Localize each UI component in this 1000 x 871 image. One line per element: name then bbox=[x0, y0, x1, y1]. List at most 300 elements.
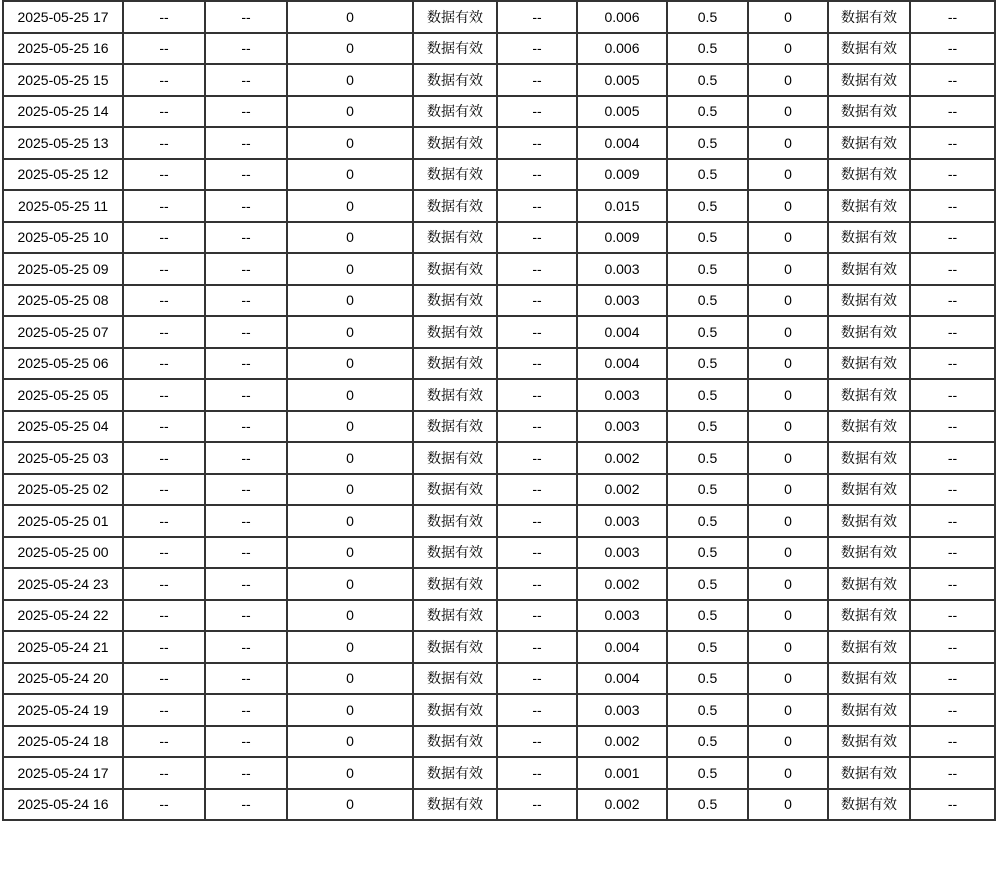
table-cell: -- bbox=[123, 1, 205, 33]
table-cell: -- bbox=[123, 222, 205, 254]
table-cell: 数据有效 bbox=[828, 253, 910, 285]
table-cell: 0.5 bbox=[667, 537, 748, 569]
table-cell: 0.5 bbox=[667, 663, 748, 695]
table-cell: 数据有效 bbox=[828, 190, 910, 222]
table-cell: -- bbox=[910, 316, 995, 348]
table-cell: -- bbox=[910, 190, 995, 222]
table-cell: 0 bbox=[287, 316, 413, 348]
table-cell: 数据有效 bbox=[413, 726, 497, 758]
table-cell: 0 bbox=[287, 96, 413, 128]
table-cell: -- bbox=[205, 694, 287, 726]
table-cell: 0 bbox=[748, 442, 828, 474]
timestamp-cell: 2025-05-24 21 bbox=[3, 631, 123, 663]
table-cell: 数据有效 bbox=[828, 474, 910, 506]
table-cell: 0.003 bbox=[577, 537, 667, 569]
table-row bbox=[3, 64, 995, 96]
table-cell: 0.002 bbox=[577, 726, 667, 758]
table-cell: 0 bbox=[287, 631, 413, 663]
table-cell: 0.002 bbox=[577, 442, 667, 474]
table-cell: -- bbox=[497, 726, 577, 758]
table-cell: 数据有效 bbox=[828, 96, 910, 128]
table-cell: 数据有效 bbox=[828, 442, 910, 474]
table-cell: -- bbox=[910, 253, 995, 285]
table-row bbox=[3, 663, 995, 695]
table-cell: 0.5 bbox=[667, 159, 748, 191]
table-cell: -- bbox=[497, 222, 577, 254]
table-cell: 0.003 bbox=[577, 694, 667, 726]
table-cell: 数据有效 bbox=[828, 33, 910, 65]
table-row bbox=[3, 631, 995, 663]
table-cell: -- bbox=[910, 1, 995, 33]
table-cell: 数据有效 bbox=[413, 411, 497, 443]
table-cell: 0.015 bbox=[577, 190, 667, 222]
table-cell: 0.5 bbox=[667, 411, 748, 443]
table-cell: -- bbox=[205, 253, 287, 285]
table-cell: -- bbox=[205, 285, 287, 317]
table-cell: -- bbox=[205, 222, 287, 254]
table-cell: -- bbox=[497, 505, 577, 537]
table-cell: 0 bbox=[287, 600, 413, 632]
table-cell: -- bbox=[205, 96, 287, 128]
table-cell: 0 bbox=[748, 64, 828, 96]
table-cell: -- bbox=[910, 285, 995, 317]
table-cell: -- bbox=[910, 757, 995, 789]
table-cell: -- bbox=[497, 568, 577, 600]
table-cell: 0.5 bbox=[667, 285, 748, 317]
table-row bbox=[3, 505, 995, 537]
table-cell: -- bbox=[205, 159, 287, 191]
table-row bbox=[3, 568, 995, 600]
table-row bbox=[3, 474, 995, 506]
table-cell: -- bbox=[910, 694, 995, 726]
table-cell: 0 bbox=[748, 253, 828, 285]
table-cell: -- bbox=[205, 411, 287, 443]
table-row bbox=[3, 757, 995, 789]
table-cell: 数据有效 bbox=[413, 33, 497, 65]
table-row bbox=[3, 253, 995, 285]
table-cell: 0.5 bbox=[667, 348, 748, 380]
table-row bbox=[3, 442, 995, 474]
table-cell: -- bbox=[910, 222, 995, 254]
table-cell: 0 bbox=[748, 631, 828, 663]
table-cell: 0.5 bbox=[667, 1, 748, 33]
table-cell: -- bbox=[497, 789, 577, 821]
table-cell: 数据有效 bbox=[828, 600, 910, 632]
table-cell: 0 bbox=[287, 757, 413, 789]
table-row bbox=[3, 316, 995, 348]
table-cell: 0 bbox=[287, 159, 413, 191]
table-cell: 0.002 bbox=[577, 474, 667, 506]
table-cell: 0 bbox=[287, 253, 413, 285]
table-cell: 0 bbox=[287, 379, 413, 411]
table-cell: 数据有效 bbox=[828, 159, 910, 191]
table-cell: 0.5 bbox=[667, 253, 748, 285]
table-cell: 数据有效 bbox=[413, 789, 497, 821]
table-cell: 数据有效 bbox=[413, 316, 497, 348]
table-cell: 0.001 bbox=[577, 757, 667, 789]
table-cell: -- bbox=[205, 379, 287, 411]
timestamp-cell: 2025-05-25 17 bbox=[3, 1, 123, 33]
table-cell: 数据有效 bbox=[413, 631, 497, 663]
table-cell: -- bbox=[910, 631, 995, 663]
table-cell: 数据有效 bbox=[413, 285, 497, 317]
timestamp-cell: 2025-05-24 23 bbox=[3, 568, 123, 600]
table-cell: 0 bbox=[748, 474, 828, 506]
table-cell: -- bbox=[123, 442, 205, 474]
table-cell: -- bbox=[497, 285, 577, 317]
table-cell: -- bbox=[497, 537, 577, 569]
table-cell: -- bbox=[205, 537, 287, 569]
table-cell: 0 bbox=[287, 442, 413, 474]
table-cell: 数据有效 bbox=[828, 505, 910, 537]
timestamp-cell: 2025-05-25 01 bbox=[3, 505, 123, 537]
table-row bbox=[3, 694, 995, 726]
table-cell: 0 bbox=[748, 285, 828, 317]
table-cell: 0 bbox=[748, 96, 828, 128]
timestamp-cell: 2025-05-25 02 bbox=[3, 474, 123, 506]
table-cell: 0.004 bbox=[577, 663, 667, 695]
table-row bbox=[3, 222, 995, 254]
table-cell: 0 bbox=[748, 757, 828, 789]
table-cell: -- bbox=[497, 348, 577, 380]
table-cell: -- bbox=[497, 64, 577, 96]
table-cell: 0.009 bbox=[577, 222, 667, 254]
table-cell: -- bbox=[910, 726, 995, 758]
table-cell: 0.002 bbox=[577, 789, 667, 821]
table-cell: 0.003 bbox=[577, 600, 667, 632]
table-cell: 0 bbox=[287, 726, 413, 758]
table-body bbox=[3, 1, 995, 820]
table-cell: -- bbox=[910, 33, 995, 65]
table-cell: -- bbox=[205, 33, 287, 65]
table-cell: -- bbox=[497, 159, 577, 191]
table-cell: -- bbox=[123, 127, 205, 159]
table-cell: 数据有效 bbox=[413, 442, 497, 474]
table-cell: -- bbox=[910, 474, 995, 506]
table-cell: -- bbox=[205, 726, 287, 758]
table-cell: 0.003 bbox=[577, 505, 667, 537]
table-cell: 数据有效 bbox=[828, 127, 910, 159]
table-cell: -- bbox=[205, 663, 287, 695]
table-cell: 数据有效 bbox=[828, 348, 910, 380]
table-cell: -- bbox=[123, 568, 205, 600]
timestamp-cell: 2025-05-25 10 bbox=[3, 222, 123, 254]
table-cell: 0.004 bbox=[577, 631, 667, 663]
table-cell: 0.5 bbox=[667, 190, 748, 222]
table-cell: 0.5 bbox=[667, 568, 748, 600]
timestamp-cell: 2025-05-25 12 bbox=[3, 159, 123, 191]
table-cell: 0 bbox=[748, 537, 828, 569]
table-cell: -- bbox=[497, 316, 577, 348]
table-cell: 0.006 bbox=[577, 33, 667, 65]
table-cell: 0 bbox=[748, 222, 828, 254]
table-cell: 0 bbox=[287, 411, 413, 443]
table-cell: -- bbox=[497, 1, 577, 33]
table-cell: 数据有效 bbox=[413, 64, 497, 96]
table-cell: 0.5 bbox=[667, 694, 748, 726]
table-cell: 0 bbox=[748, 663, 828, 695]
table-cell: 0.006 bbox=[577, 1, 667, 33]
table-cell: 0 bbox=[748, 726, 828, 758]
table-cell: -- bbox=[910, 348, 995, 380]
table-cell: 0.002 bbox=[577, 568, 667, 600]
table-cell: 0 bbox=[748, 789, 828, 821]
table-cell: -- bbox=[910, 568, 995, 600]
table-cell: 0 bbox=[748, 33, 828, 65]
table-cell: 0.5 bbox=[667, 127, 748, 159]
table-cell: -- bbox=[205, 442, 287, 474]
table-cell: 0 bbox=[287, 33, 413, 65]
table-cell: 0 bbox=[287, 190, 413, 222]
table-cell: 0.009 bbox=[577, 159, 667, 191]
timestamp-cell: 2025-05-25 03 bbox=[3, 442, 123, 474]
table-cell: 0 bbox=[287, 127, 413, 159]
table-cell: -- bbox=[205, 64, 287, 96]
timestamp-cell: 2025-05-25 07 bbox=[3, 316, 123, 348]
table-cell: 0.5 bbox=[667, 789, 748, 821]
table-cell: 0 bbox=[748, 568, 828, 600]
timestamp-cell: 2025-05-25 16 bbox=[3, 33, 123, 65]
table-cell: -- bbox=[497, 379, 577, 411]
table-cell: -- bbox=[497, 694, 577, 726]
table-cell: 数据有效 bbox=[828, 285, 910, 317]
table-cell: 0.5 bbox=[667, 631, 748, 663]
table-cell: -- bbox=[123, 285, 205, 317]
table-cell: 数据有效 bbox=[828, 694, 910, 726]
table-cell: 0.5 bbox=[667, 442, 748, 474]
table-cell: 数据有效 bbox=[413, 127, 497, 159]
table-cell: 数据有效 bbox=[413, 348, 497, 380]
table-row bbox=[3, 33, 995, 65]
table-cell: 0.003 bbox=[577, 379, 667, 411]
data-table bbox=[2, 0, 996, 821]
table-cell: 0 bbox=[287, 694, 413, 726]
table-cell: 数据有效 bbox=[828, 537, 910, 569]
table-cell: -- bbox=[205, 789, 287, 821]
table-cell: -- bbox=[123, 96, 205, 128]
table-cell: 数据有效 bbox=[413, 379, 497, 411]
table-cell: -- bbox=[123, 64, 205, 96]
table-cell: 0.5 bbox=[667, 505, 748, 537]
table-cell: -- bbox=[205, 127, 287, 159]
table-cell: 0.5 bbox=[667, 379, 748, 411]
table-cell: 0 bbox=[287, 474, 413, 506]
table-cell: 数据有效 bbox=[413, 600, 497, 632]
table-cell: 数据有效 bbox=[413, 568, 497, 600]
table-cell: -- bbox=[205, 505, 287, 537]
table-cell: -- bbox=[910, 537, 995, 569]
table-cell: 0 bbox=[748, 411, 828, 443]
table-cell: 0.5 bbox=[667, 33, 748, 65]
timestamp-cell: 2025-05-25 00 bbox=[3, 537, 123, 569]
table-cell: 数据有效 bbox=[828, 379, 910, 411]
table-cell: 0 bbox=[748, 379, 828, 411]
table-cell: 0 bbox=[748, 600, 828, 632]
table-cell: 0 bbox=[287, 789, 413, 821]
table-cell: 数据有效 bbox=[828, 64, 910, 96]
table-cell: 数据有效 bbox=[413, 190, 497, 222]
table-cell: 数据有效 bbox=[828, 568, 910, 600]
table-cell: -- bbox=[205, 348, 287, 380]
table-row bbox=[3, 348, 995, 380]
table-cell: -- bbox=[497, 631, 577, 663]
timestamp-cell: 2025-05-24 18 bbox=[3, 726, 123, 758]
table-cell: -- bbox=[123, 726, 205, 758]
table-cell: -- bbox=[910, 789, 995, 821]
timestamp-cell: 2025-05-25 09 bbox=[3, 253, 123, 285]
table-cell: -- bbox=[123, 159, 205, 191]
table-cell: 0.5 bbox=[667, 222, 748, 254]
table-cell: 0 bbox=[287, 505, 413, 537]
table-cell: 0.005 bbox=[577, 96, 667, 128]
table-cell: -- bbox=[205, 316, 287, 348]
table-cell: 0.005 bbox=[577, 64, 667, 96]
table-cell: -- bbox=[123, 694, 205, 726]
table-cell: 0 bbox=[748, 316, 828, 348]
table-cell: -- bbox=[497, 442, 577, 474]
timestamp-cell: 2025-05-25 06 bbox=[3, 348, 123, 380]
table-cell: 数据有效 bbox=[413, 663, 497, 695]
table-cell: 0 bbox=[748, 505, 828, 537]
table-cell: -- bbox=[910, 442, 995, 474]
table-cell: -- bbox=[205, 1, 287, 33]
table-cell: 0 bbox=[287, 663, 413, 695]
table-cell: 0.003 bbox=[577, 253, 667, 285]
timestamp-cell: 2025-05-24 22 bbox=[3, 600, 123, 632]
timestamp-cell: 2025-05-25 04 bbox=[3, 411, 123, 443]
timestamp-cell: 2025-05-24 17 bbox=[3, 757, 123, 789]
table-cell: 0 bbox=[748, 348, 828, 380]
table-cell: 数据有效 bbox=[828, 631, 910, 663]
table-cell: -- bbox=[497, 411, 577, 443]
table-cell: 数据有效 bbox=[828, 411, 910, 443]
table-cell: -- bbox=[910, 96, 995, 128]
table-cell: -- bbox=[123, 253, 205, 285]
table-cell: 数据有效 bbox=[828, 789, 910, 821]
table-cell: -- bbox=[205, 631, 287, 663]
table-cell: 数据有效 bbox=[828, 757, 910, 789]
table-cell: 0 bbox=[748, 190, 828, 222]
timestamp-cell: 2025-05-24 20 bbox=[3, 663, 123, 695]
table-cell: -- bbox=[910, 663, 995, 695]
table-cell: 数据有效 bbox=[828, 663, 910, 695]
table-cell: 数据有效 bbox=[413, 505, 497, 537]
table-cell: -- bbox=[497, 127, 577, 159]
table-cell: 0 bbox=[287, 64, 413, 96]
table-cell: -- bbox=[910, 159, 995, 191]
table-cell: 0 bbox=[287, 568, 413, 600]
table-row bbox=[3, 285, 995, 317]
table-row bbox=[3, 127, 995, 159]
table-cell: -- bbox=[123, 789, 205, 821]
table-row bbox=[3, 1, 995, 33]
table-cell: 数据有效 bbox=[828, 1, 910, 33]
table-cell: -- bbox=[497, 663, 577, 695]
table-cell: -- bbox=[910, 600, 995, 632]
table-row bbox=[3, 789, 995, 821]
table-cell: 0 bbox=[748, 127, 828, 159]
table-cell: 0.5 bbox=[667, 726, 748, 758]
table-row bbox=[3, 159, 995, 191]
table-row bbox=[3, 96, 995, 128]
table-cell: -- bbox=[205, 600, 287, 632]
table-cell: 0 bbox=[748, 1, 828, 33]
timestamp-cell: 2025-05-24 19 bbox=[3, 694, 123, 726]
timestamp-cell: 2025-05-25 05 bbox=[3, 379, 123, 411]
table-cell: 0.5 bbox=[667, 474, 748, 506]
table-cell: -- bbox=[910, 379, 995, 411]
table-cell: 0 bbox=[287, 285, 413, 317]
table-cell: -- bbox=[497, 96, 577, 128]
table-cell: 0.5 bbox=[667, 600, 748, 632]
table-cell: 0 bbox=[748, 159, 828, 191]
table-cell: -- bbox=[910, 505, 995, 537]
table-cell: -- bbox=[123, 600, 205, 632]
table-cell: -- bbox=[123, 537, 205, 569]
timestamp-cell: 2025-05-25 13 bbox=[3, 127, 123, 159]
table-row bbox=[3, 600, 995, 632]
table-cell: 数据有效 bbox=[413, 159, 497, 191]
table-cell: 0 bbox=[748, 694, 828, 726]
table-cell: 数据有效 bbox=[413, 694, 497, 726]
table-cell: -- bbox=[497, 253, 577, 285]
table-cell: -- bbox=[123, 348, 205, 380]
table-cell: -- bbox=[205, 190, 287, 222]
table-cell: -- bbox=[497, 474, 577, 506]
table-cell: -- bbox=[497, 600, 577, 632]
table-cell: -- bbox=[123, 316, 205, 348]
table-cell: 0.003 bbox=[577, 411, 667, 443]
timestamp-cell: 2025-05-25 11 bbox=[3, 190, 123, 222]
table-cell: 0 bbox=[287, 222, 413, 254]
table-cell: -- bbox=[123, 379, 205, 411]
table-cell: -- bbox=[123, 505, 205, 537]
table-cell: -- bbox=[123, 757, 205, 789]
table-cell: -- bbox=[497, 757, 577, 789]
table-cell: 0 bbox=[287, 537, 413, 569]
table-cell: 数据有效 bbox=[828, 316, 910, 348]
table-cell: -- bbox=[123, 411, 205, 443]
table-cell: -- bbox=[205, 474, 287, 506]
timestamp-cell: 2025-05-25 08 bbox=[3, 285, 123, 317]
table-cell: -- bbox=[910, 64, 995, 96]
table-cell: 0 bbox=[287, 348, 413, 380]
table-cell: 0.003 bbox=[577, 285, 667, 317]
table-cell: 数据有效 bbox=[413, 253, 497, 285]
table-cell: 数据有效 bbox=[413, 474, 497, 506]
timestamp-cell: 2025-05-25 14 bbox=[3, 96, 123, 128]
table-cell: 数据有效 bbox=[413, 537, 497, 569]
table-cell: -- bbox=[123, 190, 205, 222]
table-cell: 数据有效 bbox=[413, 222, 497, 254]
table-cell: 数据有效 bbox=[828, 726, 910, 758]
table-cell: 数据有效 bbox=[413, 757, 497, 789]
table-cell: -- bbox=[123, 33, 205, 65]
table-row bbox=[3, 379, 995, 411]
table-row bbox=[3, 190, 995, 222]
table-cell: 0 bbox=[287, 1, 413, 33]
table-cell: -- bbox=[205, 568, 287, 600]
timestamp-cell: 2025-05-24 16 bbox=[3, 789, 123, 821]
table-cell: -- bbox=[123, 663, 205, 695]
table-cell: 0.5 bbox=[667, 316, 748, 348]
table-cell: -- bbox=[123, 474, 205, 506]
table-row bbox=[3, 411, 995, 443]
table-cell: 数据有效 bbox=[413, 1, 497, 33]
table-cell: 0.5 bbox=[667, 96, 748, 128]
table-cell: 0.5 bbox=[667, 757, 748, 789]
table-cell: -- bbox=[497, 190, 577, 222]
